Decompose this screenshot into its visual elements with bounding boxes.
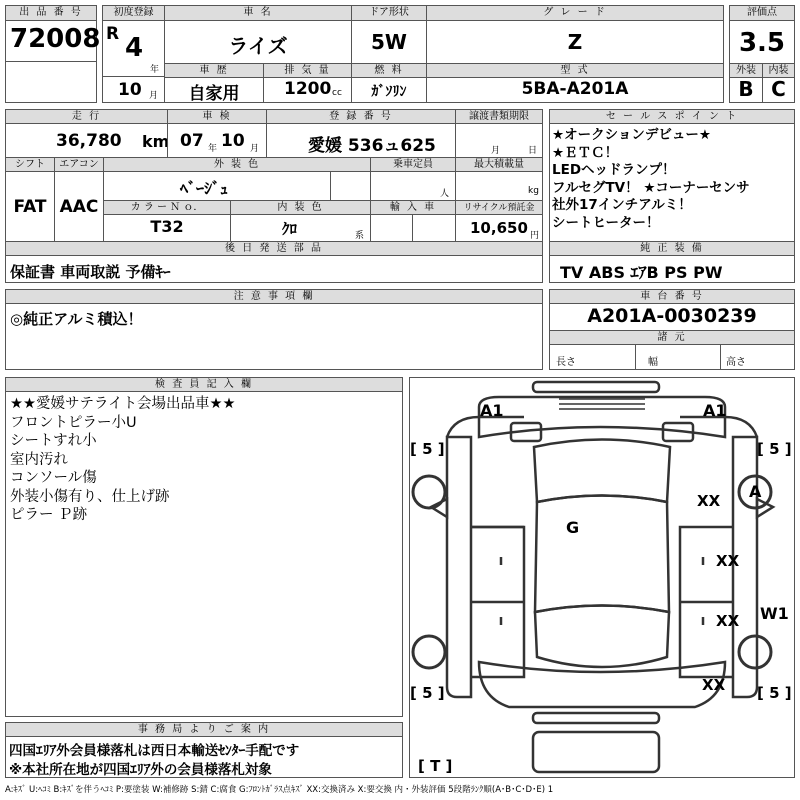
int-color-box [230,214,371,242]
docs: 保証書 車両取説 予備ｷｰ [10,263,171,281]
mileage-label: 走 行 [5,109,168,124]
inspector-line: 外装小傷有り、仕上げ跡 [10,488,170,505]
interior: C [771,77,786,101]
score-label: 評価点 [729,5,795,21]
inspection-label: 車 検 [167,109,267,124]
chassis-label: 車 台 番 号 [549,289,795,304]
wheel-rl [413,636,445,668]
lot-no-blank [5,61,97,103]
era: R [106,24,120,44]
car-diagram [409,377,795,778]
mileage-unit: km [142,132,170,151]
history-label: 車 歴 [164,63,264,78]
insp-month: 10 [221,131,245,151]
transfer-day-unit: 日 [528,146,538,156]
ac: AAC [59,197,99,217]
plate-label: 登 録 番 号 [266,109,456,124]
transfer-label: 譲渡書類期限 [455,109,543,124]
insp-month-unit: 月 [250,144,260,154]
lot-no: 72008 [10,24,101,54]
model: 5BA-A201A [521,79,629,99]
mark-a: A [749,482,762,501]
fuel-label: 燃 料 [351,63,427,78]
equip-label: 純 正 装 備 [549,241,795,256]
divider [635,344,636,370]
import-label: 輸 入 車 [370,200,456,215]
sales-line: シートヒーター！ [552,214,660,231]
displacement-unit: cc [332,88,342,98]
tire-fr: [ 5 ] [757,440,792,458]
docs-label: 後 日 発 送 部 品 [5,241,543,256]
mark-xx-3: XX [716,612,740,630]
office-line-1: 四国ｴﾘｱ外会員様落札は西日本輸送ｾﾝﾀｰ手配です [9,743,300,759]
mark-xx-4: XX [702,676,726,694]
equip: TV ABS ｴｱB PS PW [560,263,723,282]
inspector-label: 検 査 員 記 入 欄 [5,377,403,392]
tire-rl: [ 5 ] [410,684,445,702]
insp-year-unit: 年 [208,144,218,154]
insp-year: 07 [180,131,204,151]
roof [535,496,669,613]
tire-fl: [ 5 ] [410,440,445,458]
wheel-rr [739,636,771,668]
mark-xx-2: XX [716,552,740,570]
sales-line: 社外17インチアルミ！ [552,197,692,213]
exterior: B [738,77,754,101]
sales-line: ★オークションデビュー★ [552,127,711,143]
mark-xx-1: XX [697,492,721,510]
inspector-line: フロントピラー小U [10,414,137,431]
length-label: 長さ [556,357,576,368]
color: ﾍﾞｰｼﾞｭ [180,179,229,198]
spec-box [549,344,795,370]
width-label: 幅 [648,357,658,368]
sales-label: セ ー ル ス ポ イ ン ト [549,109,795,124]
inspector-line: ピラー Ｐ跡 [10,507,88,523]
fuel: ｶﾞｿﾘﾝ [371,84,407,100]
displacement: 1200 [284,79,332,99]
caution-label: 注 意 事 項 欄 [5,289,543,304]
lot-no-label: 出 品 番 号 [5,5,97,21]
color-label: 外 装 色 [103,157,371,172]
reg-year-unit: 年 [150,65,160,75]
int-color-unit: 系 [355,231,365,241]
displacement-label: 排 気 量 [263,63,352,78]
windshield [534,440,670,503]
plate: 愛媛 536ュ625 [308,136,436,156]
ac-label: エアコン [54,157,104,172]
first-reg-label: 初度登録 [102,5,165,21]
wheel-fl [413,476,445,508]
int-color: ｸﾛ [282,220,298,238]
inspector-line: ★★愛媛サテライト会場出品車★★ [10,396,236,412]
rear-window [535,606,669,668]
recycle-unit: 円 [530,231,540,241]
mileage: 36,780 [56,131,122,151]
trunk [479,662,725,707]
shift: FAT [13,197,47,217]
reg-month: 10 [118,80,142,100]
recycle-label: リサイクル預託金 [455,200,543,215]
load-unit: kg [528,186,539,196]
divider [102,76,165,77]
caution-text: ◎純正アルミ積込！ [10,310,143,328]
interior-label: 内装 [762,63,795,78]
transfer-month-unit: 月 [491,146,501,156]
office-label: 事 務 局 よ り ご 案 内 [5,722,403,737]
mark-a1-left: A1 [480,401,504,420]
divider [720,344,721,370]
recycle: 10,650 [470,219,528,237]
mark-g: G [566,518,580,537]
front-bumper [533,382,659,392]
legend: A:ｷｽﾞ U:ﾍｺﾐ B:ｷｽﾞを伴うﾍｺﾐ P:要塗装 W:補修跡 S:錆 C:腐食 G:ﾌﾛﾝﾄｶﾞﾗｽ点ｷｽﾞ XX:交換済み X:要交換 内・外装評価 5段階ﾗﾝｸ順(A･B･C･D･E) 1 [5,785,554,795]
history: 自家用 [188,84,240,104]
left-side [447,437,471,697]
divider [412,214,413,242]
height-label: 高さ [726,357,746,368]
model-label: 型 式 [426,63,724,78]
grade: Z [567,30,583,54]
spec-label: 諸 元 [549,330,795,345]
door: 5W [371,30,407,54]
color-no: T32 [150,217,184,236]
import-box [370,214,456,242]
capacity-label: 乗車定員 [370,157,456,172]
sales-points [552,127,794,232]
car-name-label: 車 名 [164,5,352,21]
sales-line: LEDヘッドランプ！ [552,162,676,178]
tire-rr: [ 5 ] [757,684,792,702]
sales-line: ★ＥＴＣ！ [552,144,619,161]
spare-tire: [ T ] [418,757,453,775]
inspector-line: シートすれ小 [10,433,97,449]
mark-w1: W1 [760,604,789,623]
inspector-line: 室内汚れ [10,451,68,468]
shift-label: シフト [5,157,55,172]
int-color-label: 内 装 色 [230,200,371,215]
inspector-notes [10,395,236,525]
color-no-label: カ ラ ー Ｎ ｏ． [103,200,231,215]
spare-area [533,732,659,772]
load-label: 最大積載量 [455,157,543,172]
car-name: ライズ [228,34,288,58]
sales-line: フルセグTV！ ★コーナーセンサ [552,179,750,196]
divider [330,171,331,201]
score: 3.5 [738,28,786,58]
reg-year: 4 [125,33,144,63]
rear-bumper [533,713,659,723]
grade-label: グ レ ー ド [426,5,724,21]
office-line-2: ※本社所在地が四国ｴﾘｱ外の会員様落札対象 [9,762,272,778]
door-label: ドア形状 [351,5,427,21]
reg-month-unit: 月 [149,91,159,101]
exterior-label: 外装 [729,63,763,78]
chassis-number: A201A-0030239 [587,305,757,327]
mark-a1-right: A1 [703,401,727,420]
inspector-line: コンソール傷 [10,470,97,486]
capacity-unit: 人 [440,189,450,199]
